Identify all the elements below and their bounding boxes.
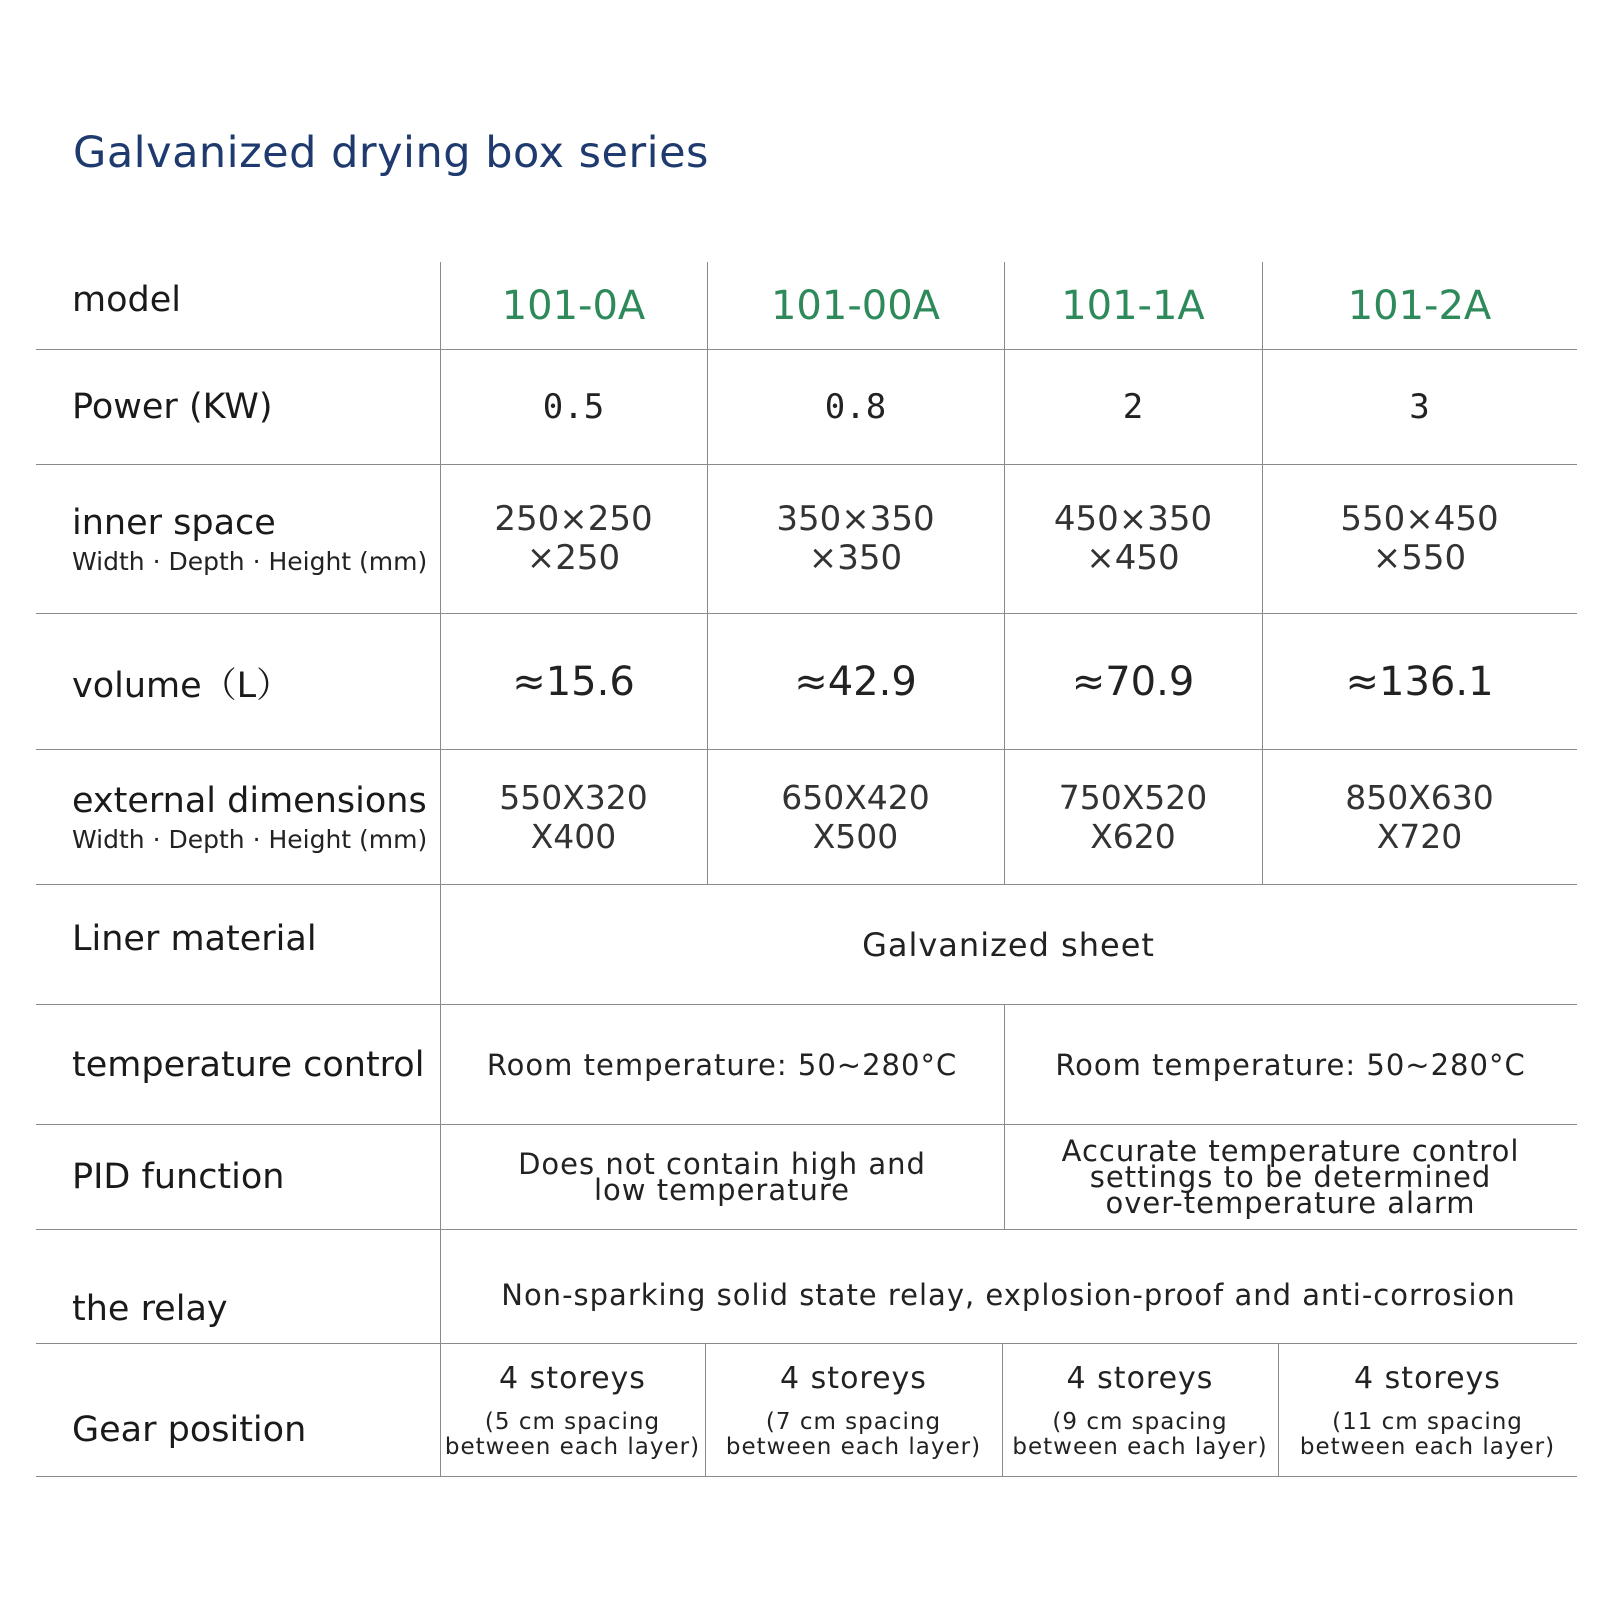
row-label: [36, 1230, 440, 1343]
pid-text-line: over-temperature alarm: [1105, 1186, 1476, 1220]
row-label: [36, 614, 440, 749]
model-name: 101-00A: [770, 282, 941, 329]
label-power: Power (KW): [72, 387, 273, 427]
volume-cell: [1004, 614, 1262, 749]
row-power: [36, 350, 1577, 465]
gear-layers: 4 storeys: [780, 1360, 927, 1396]
gear-position-cell: [1002, 1344, 1278, 1476]
volume-cell: [440, 614, 707, 749]
dimension-line: X620: [1090, 817, 1176, 856]
row-label: [36, 262, 440, 349]
pid-function-cell: [440, 1125, 1004, 1229]
dimension-line: X400: [530, 817, 617, 856]
power-cell: [1262, 350, 1577, 464]
row-inner-space: [36, 465, 1577, 614]
dimension-line: X720: [1376, 817, 1463, 856]
external-dimensions-cell: [1004, 750, 1262, 884]
gear-spacing: between each layer): [1299, 1433, 1556, 1460]
gear-position-cell: [705, 1344, 1002, 1476]
gear-spacing: (7 cm spacing: [765, 1408, 942, 1435]
dimension-line: 350×350: [776, 499, 935, 539]
pid-text-line: Does not contain high and: [518, 1147, 926, 1181]
row-label: [36, 1125, 440, 1229]
gear-layers: 4 storeys: [1066, 1360, 1214, 1396]
power-value: 0.5: [542, 387, 605, 427]
power-value: 0.8: [824, 387, 887, 427]
row-label: [36, 750, 440, 884]
label-model: model: [72, 280, 181, 320]
gear-position-cell: [1278, 1344, 1577, 1476]
gear-layers: 4 storeys: [499, 1360, 646, 1396]
inner-space-cell: [1004, 465, 1262, 613]
gear-spacing: (11 cm spacing: [1332, 1408, 1523, 1435]
power-value: 2: [1122, 387, 1144, 427]
liner-material-cell: [440, 885, 1577, 1004]
row-model: [36, 262, 1577, 350]
label-inner-space: inner space: [72, 502, 276, 543]
row-liner-material: [36, 885, 1577, 1005]
dimension-line: ×450: [1086, 538, 1180, 578]
relay-cell: [440, 1230, 1577, 1343]
label-liner-material: Liner material: [72, 919, 317, 959]
label-external-dimensions: external dimensions: [72, 780, 427, 821]
temperature-range: Room temperature: 50~280°C: [486, 1047, 958, 1082]
gear-position-cell: [440, 1344, 705, 1476]
external-dimensions-cell: [1262, 750, 1577, 884]
row-pid-function: [36, 1125, 1577, 1230]
dimension-line: 450×350: [1053, 499, 1213, 539]
power-value: 3: [1409, 387, 1430, 427]
model-cell: [707, 262, 1004, 349]
row-temperature-control: [36, 1005, 1577, 1125]
dimension-line: 850X630: [1345, 778, 1494, 817]
gear-layers: 4 storeys: [1354, 1360, 1501, 1396]
pid-function-cell: [1004, 1125, 1577, 1229]
gear-spacing: (5 cm spacing: [484, 1408, 661, 1435]
dimension-line: ×250: [526, 538, 621, 578]
inner-space-cell: [1262, 465, 1577, 613]
label-inner-space-unit: Width · Depth · Height (mm): [72, 546, 428, 576]
row-label: [36, 1344, 440, 1476]
dimension-line: 550×450: [1340, 499, 1499, 539]
model-cell: [440, 262, 707, 349]
label-volume: volume（L）: [72, 666, 292, 706]
volume-cell: [1262, 614, 1577, 749]
volume-value: ≈42.9: [794, 658, 917, 705]
dimension-line: X500: [812, 817, 899, 856]
label-temperature-control: temperature control: [72, 1044, 425, 1085]
liner-material-value: Galvanized sheet: [862, 925, 1155, 964]
dimension-line: 650X420: [781, 778, 930, 817]
label-pid-function: PID function: [72, 1157, 285, 1197]
label-external-dimensions-unit: Width · Depth · Height (mm): [72, 824, 428, 854]
temperature-control-cell: [440, 1005, 1004, 1124]
inner-space-cell: [707, 465, 1004, 613]
dimension-line: ×350: [808, 538, 903, 578]
row-external-dimensions: [36, 750, 1577, 885]
dimension-line: 550X320: [499, 778, 648, 817]
dimension-line: 250×250: [494, 499, 653, 539]
external-dimensions-cell: [707, 750, 1004, 884]
temperature-range: Room temperature: 50~280°C: [1055, 1047, 1526, 1082]
pid-text-line: Accurate temperature control: [1061, 1134, 1520, 1168]
row-label: [36, 885, 440, 1004]
row-label: [36, 350, 440, 464]
external-dimensions-cell: [440, 750, 707, 884]
dimension-line: 750X520: [1058, 778, 1208, 817]
row-volume: [36, 614, 1577, 750]
dimension-line: ×550: [1372, 538, 1467, 578]
row-relay: [36, 1230, 1577, 1344]
spec-table: [36, 262, 1577, 1477]
gear-spacing: between each layer): [725, 1433, 982, 1460]
inner-space-cell: [440, 465, 707, 613]
volume-cell: [707, 614, 1004, 749]
gear-spacing: between each layer): [444, 1433, 701, 1460]
model-name: 101-0A: [501, 282, 646, 329]
row-label: [36, 1005, 440, 1124]
pid-text-line: low temperature: [593, 1173, 851, 1207]
volume-value: ≈136.1: [1345, 658, 1494, 705]
model-cell: [1262, 262, 1577, 349]
power-cell: [440, 350, 707, 464]
model-cell: [1004, 262, 1262, 349]
volume-value: ≈70.9: [1071, 658, 1195, 705]
row-gear-position: [36, 1344, 1577, 1477]
temperature-control-cell: [1004, 1005, 1577, 1124]
volume-value: ≈15.6: [512, 658, 635, 705]
power-cell: [1004, 350, 1262, 464]
gear-spacing: (9 cm spacing: [1052, 1408, 1228, 1435]
label-relay: the relay: [72, 1289, 228, 1329]
pid-text-line: settings to be determined: [1089, 1160, 1492, 1194]
gear-spacing: between each layer): [1012, 1433, 1268, 1460]
label-gear-position: Gear position: [72, 1410, 307, 1450]
row-label: [36, 465, 440, 613]
power-cell: [707, 350, 1004, 464]
model-name: 101-2A: [1347, 282, 1492, 329]
page-title: Galvanized drying box series: [73, 128, 709, 178]
model-name: 101-1A: [1061, 282, 1205, 329]
relay-value: Non-sparking solid state relay, explosion-proof and anti-corrosion: [501, 1278, 1516, 1312]
